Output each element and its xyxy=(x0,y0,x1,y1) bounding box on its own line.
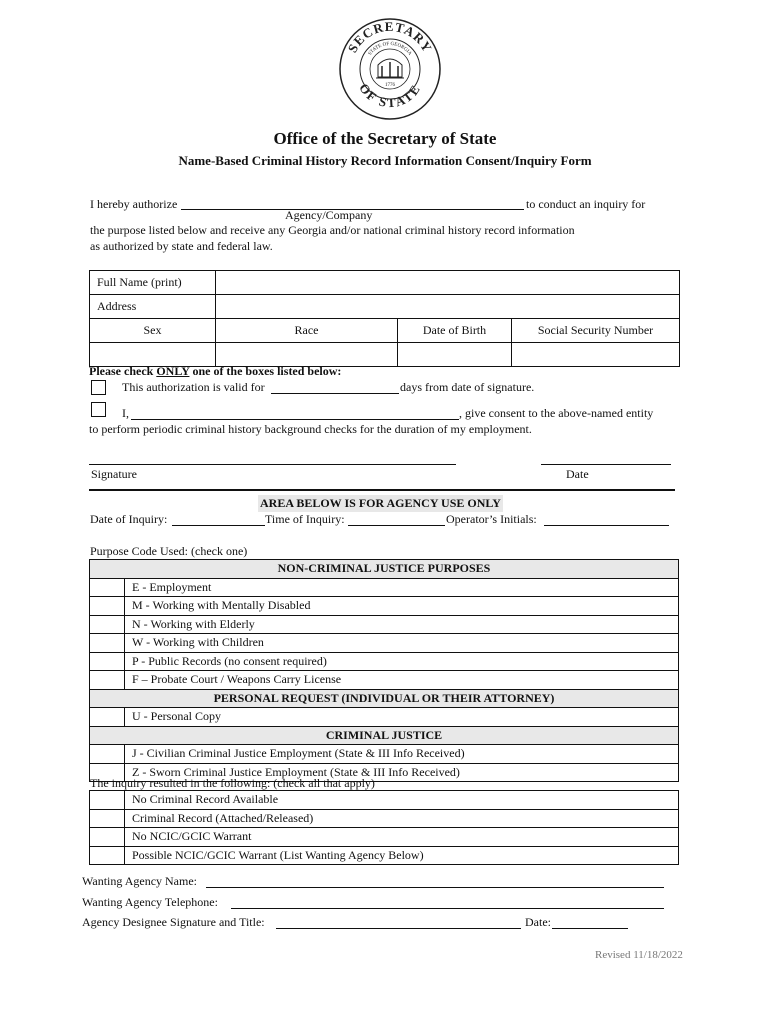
result-checkbox-possible-warrant[interactable] xyxy=(90,846,125,865)
operator-initials-label: Operator’s Initials: xyxy=(446,512,537,526)
svg-text:STATE OF GEORGIA: STATE OF GEORGIA xyxy=(367,41,413,57)
column-header-sex: Sex xyxy=(90,319,216,343)
full-name-label: Full Name (print) xyxy=(90,271,216,295)
column-header-race: Race xyxy=(216,319,398,343)
purpose-item-m: M - Working with Mentally Disabled xyxy=(125,597,679,616)
purpose-item-f: F – Probate Court / Weapons Carry License xyxy=(125,671,679,690)
result-item-possible-warrant: Possible NCIC/GCIC Warrant (List Wanting Agency Below) xyxy=(125,846,679,865)
revised-date: Revised 11/18/2022 xyxy=(595,949,683,961)
purpose-checkbox-n[interactable] xyxy=(90,615,125,634)
wanting-agency-name-field[interactable] xyxy=(206,874,664,888)
sex-field[interactable] xyxy=(90,343,216,367)
inquiry-results-table xyxy=(89,790,679,865)
option-periodic-text-post: , give consent to the above-named entity xyxy=(459,406,654,420)
consent-instruction: Please check ONLY one of the boxes listed below: xyxy=(89,364,342,378)
option-periodic-text-pre: I, xyxy=(122,406,129,420)
purpose-checkbox-w[interactable] xyxy=(90,634,125,653)
section-heading-non-criminal: NON-CRIMINAL JUSTICE PURPOSES xyxy=(90,560,679,579)
authorize-line-2: the purpose listed below and receive any Georgia and/or national criminal history record information xyxy=(90,223,575,237)
form-subtitle: Name-Based Criminal History Record Information Consent/Inquiry Form xyxy=(178,153,592,168)
option-days-checkbox[interactable] xyxy=(91,380,106,395)
purpose-item-w: W - Working with Children xyxy=(125,634,679,653)
agency-company-caption: Agency/Company xyxy=(285,208,373,222)
consenting-name-field[interactable] xyxy=(131,406,459,420)
date-of-inquiry-field[interactable] xyxy=(172,512,265,526)
race-field[interactable] xyxy=(216,343,398,367)
purpose-item-j: J - Civilian Criminal Justice Employment (State & III Info Received) xyxy=(125,745,679,764)
purpose-checkbox-f[interactable] xyxy=(90,671,125,690)
option-periodic-checkbox[interactable] xyxy=(91,402,106,417)
dob-field[interactable] xyxy=(398,343,512,367)
signature-field[interactable] xyxy=(89,452,456,465)
purpose-item-p: P - Public Records (no consent required) xyxy=(125,652,679,671)
page-title: Office of the Secretary of State xyxy=(273,129,497,148)
purpose-checkbox-j[interactable] xyxy=(90,745,125,764)
designee-signature-label: Agency Designee Signature and Title: xyxy=(82,915,265,929)
purpose-checkbox-m[interactable] xyxy=(90,597,125,616)
wanting-agency-telephone-label: Wanting Agency Telephone: xyxy=(82,895,218,909)
column-header-ssn: Social Security Number xyxy=(512,319,680,343)
authorize-tail: to conduct an inquiry for xyxy=(526,197,646,211)
purpose-item-z: Z - Sworn Criminal Justice Employment (State & III Info Received) xyxy=(125,763,679,782)
designee-date-label: Date: xyxy=(525,915,551,929)
time-of-inquiry-field[interactable] xyxy=(348,512,445,526)
result-checkbox-record[interactable] xyxy=(90,809,125,828)
purpose-code-table xyxy=(89,559,679,782)
purpose-checkbox-u[interactable] xyxy=(90,708,125,727)
section-heading-criminal-justice: CRIMINAL JUSTICE xyxy=(90,726,679,745)
authorize-lead: I hereby authorize xyxy=(90,197,178,211)
authorize-line-3: as authorized by state and federal law. xyxy=(90,239,273,253)
days-field[interactable] xyxy=(271,380,399,394)
result-item-no-warrant: No NCIC/GCIC Warrant xyxy=(125,828,679,847)
result-item-record: Criminal Record (Attached/Released) xyxy=(125,809,679,828)
purpose-checkbox-e[interactable] xyxy=(90,578,125,597)
purpose-item-e: E - Employment xyxy=(125,578,679,597)
ssn-field[interactable] xyxy=(512,343,680,367)
option-days-text-pre: This authorization is valid for xyxy=(122,380,265,394)
signature-date-label: Date xyxy=(566,467,589,481)
wanting-agency-telephone-field[interactable] xyxy=(231,895,664,909)
svg-text:1776: 1776 xyxy=(385,83,395,88)
svg-text:OF STATE: OF STATE xyxy=(356,80,424,111)
purpose-item-u: U - Personal Copy xyxy=(125,708,679,727)
inquiry-results-label: The inquiry resulted in the following: (check all that apply) xyxy=(90,776,375,790)
signature-date-field[interactable] xyxy=(541,452,671,465)
date-of-inquiry-label: Date of Inquiry: xyxy=(90,512,168,526)
purpose-checkbox-p[interactable] xyxy=(90,652,125,671)
signature-label: Signature xyxy=(91,467,137,481)
designee-date-field[interactable] xyxy=(552,915,628,929)
column-header-dob: Date of Birth xyxy=(398,319,512,343)
time-of-inquiry-label: Time of Inquiry: xyxy=(265,512,345,526)
option-periodic-line-2: to perform periodic criminal history background checks for the duration of my employment. xyxy=(89,422,532,436)
personal-info-table xyxy=(89,270,680,367)
wanting-agency-name-label: Wanting Agency Name: xyxy=(82,874,198,888)
option-days-text-post: days from date of signature. xyxy=(400,380,535,394)
result-checkbox-no-record[interactable] xyxy=(90,791,125,810)
agency-section-divider xyxy=(89,489,675,491)
full-name-field[interactable] xyxy=(216,271,680,295)
section-heading-personal-request: PERSONAL REQUEST (INDIVIDUAL OR THEIR ATTORNEY) xyxy=(90,689,679,708)
agency-use-heading: AREA BELOW IS FOR AGENCY USE ONLY xyxy=(260,496,501,510)
svg-text:SECRETARY: SECRETARY xyxy=(344,18,436,56)
operator-initials-field[interactable] xyxy=(544,512,669,526)
address-field[interactable] xyxy=(216,295,680,319)
purpose-item-n: N - Working with Elderly xyxy=(125,615,679,634)
designee-signature-field[interactable] xyxy=(276,915,521,929)
secretary-of-state-seal xyxy=(338,17,442,121)
purpose-code-label: Purpose Code Used: (check one) xyxy=(90,544,248,558)
result-checkbox-no-warrant[interactable] xyxy=(90,828,125,847)
address-label: Address xyxy=(90,295,216,319)
result-item-no-record: No Criminal Record Available xyxy=(125,791,679,810)
